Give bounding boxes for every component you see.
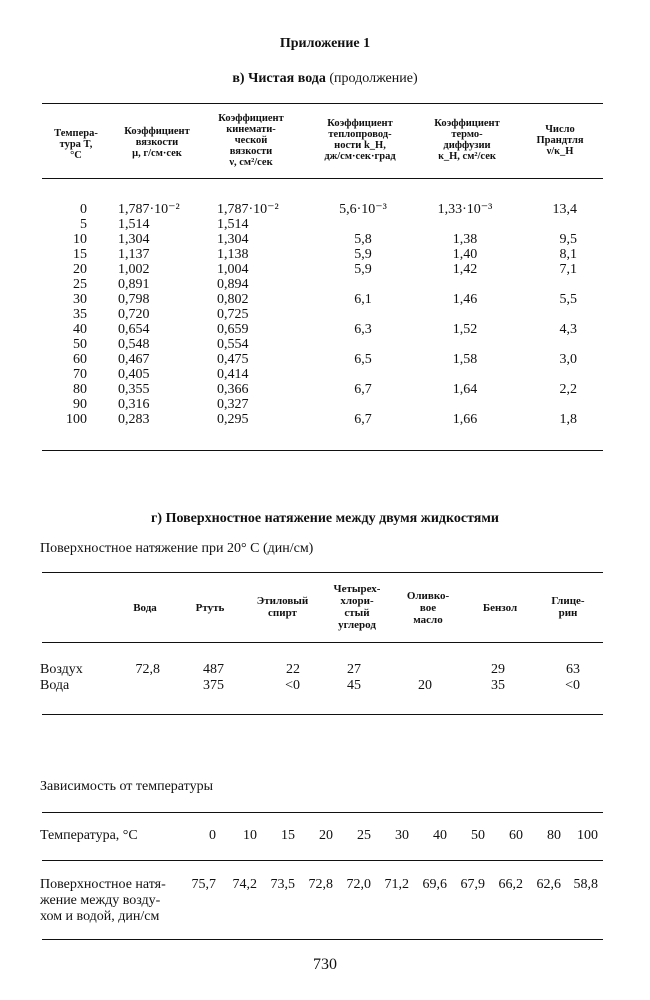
row-air-label: Воздух [40, 662, 83, 677]
header-thermal-diffusivity [418, 118, 516, 162]
section-v-title [0, 71, 650, 87]
cell-conductivity: 6,3 [354, 322, 372, 337]
cell-dyn-viscosity: 1,514 [118, 217, 150, 232]
tension-value: 72,8 [308, 877, 333, 892]
cell-prandtl: 9,5 [559, 232, 577, 247]
table3-top-rule [42, 812, 603, 813]
cell-diffusivity [420, 277, 510, 292]
header-dynamic-viscosity [107, 126, 207, 159]
cell-prandtl [520, 307, 577, 322]
tension-label-line: жение между возду- [40, 893, 161, 908]
temperature-value: 50 [471, 828, 485, 843]
cell-temperature: 50 [73, 337, 87, 352]
cell-water-benzene: 35 [491, 678, 505, 693]
column-thermal-conductivity [318, 202, 408, 427]
header-kin-visc-line: ческой [234, 135, 268, 146]
header-olive-line: масло [413, 614, 443, 626]
row-water-label: Вода [40, 678, 70, 693]
cell-temperature: 80 [73, 382, 87, 397]
cell-dyn-viscosity: 1,137 [118, 247, 150, 262]
cell-diffusivity [420, 337, 510, 352]
temperature-dependence-title: Зависимость от температуры [40, 779, 213, 794]
header-prandtl-line: Прандтля [536, 135, 584, 146]
header-glycerin [538, 595, 598, 619]
cell-conductivity: 5,9 [354, 247, 372, 262]
header-kin-visc-line: вязкости [229, 146, 273, 157]
cell-diffusivity: 1,46 [452, 292, 478, 307]
cell-dyn-viscosity: 1,002 [118, 262, 150, 277]
header-kinematic-viscosity [208, 113, 294, 168]
cell-temperature: 20 [73, 262, 87, 277]
tension-value: 69,6 [422, 877, 447, 892]
cell-water-glycerin: <0 [565, 678, 580, 693]
cell-temperature: 10 [73, 232, 87, 247]
header-temperature-line: Темпера- [54, 128, 98, 139]
header-kin-visc-line: ν, см²/сек [229, 157, 273, 168]
temperature-value: 30 [395, 828, 409, 843]
header-kin-visc-line: кинемати- [226, 124, 276, 135]
cell-conductivity [318, 277, 408, 292]
header-conductivity-line: Коэффициент [327, 118, 393, 129]
tension-row-label [40, 877, 166, 925]
cell-temperature: 15 [73, 247, 87, 262]
cell-dyn-viscosity: 1,304 [118, 232, 150, 247]
column-temperature [40, 202, 87, 427]
column-prandtl [520, 202, 577, 427]
cell-prandtl [520, 217, 577, 232]
cell-kin-viscosity: 0,366 [217, 382, 249, 397]
tension-value: 66,2 [498, 877, 523, 892]
column-dynamic-viscosity [118, 202, 208, 427]
cell-water-ethanol: <0 [285, 678, 300, 693]
header-ethanol-line: спирт [268, 607, 297, 619]
header-ethanol [245, 595, 320, 619]
cell-conductivity: 5,8 [354, 232, 372, 247]
cell-conductivity [318, 397, 408, 412]
cell-conductivity [318, 337, 408, 352]
table2-top-rule [42, 572, 603, 573]
cell-dyn-viscosity: 0,316 [118, 397, 150, 412]
cell-prandtl: 13,4 [552, 202, 577, 217]
header-dyn-visc-line: μ, г/см·сек [132, 148, 182, 159]
tension-label-line: хом и водой, дин/см [40, 909, 160, 924]
table2-header-rule [42, 642, 603, 643]
cell-diffusivity [420, 217, 510, 232]
cell-prandtl [520, 337, 577, 352]
cell-prandtl: 2,2 [559, 382, 577, 397]
cell-prandtl: 3,0 [559, 352, 577, 367]
header-conductivity-line: ности k_H, [334, 140, 386, 151]
page-number: 730 [313, 956, 337, 973]
cell-conductivity: 5,6·10⁻³ [339, 202, 387, 217]
cell-conductivity: 6,5 [354, 352, 372, 367]
cell-dyn-viscosity: 0,548 [118, 337, 150, 352]
section-g-subtitle: Поверхностное натяжение при 20° C (дин/см) [40, 541, 314, 556]
column-kinematic-viscosity [217, 202, 307, 427]
cell-temperature: 100 [66, 412, 87, 427]
table3-bottom-rule [42, 939, 603, 940]
header-prandtl-line: Число [545, 124, 575, 135]
cell-prandtl: 4,3 [559, 322, 577, 337]
cell-kin-viscosity: 0,414 [217, 367, 249, 382]
tension-value: 58,8 [573, 877, 598, 892]
cell-air-ethanol: 22 [286, 662, 300, 677]
cell-diffusivity [420, 307, 510, 322]
temperature-value: 80 [547, 828, 561, 843]
cell-diffusivity: 1,58 [452, 352, 478, 367]
cell-kin-viscosity: 0,327 [217, 397, 249, 412]
cell-temperature: 70 [73, 367, 87, 382]
header-mercury: Ртуть [195, 602, 225, 614]
cell-dyn-viscosity: 0,891 [118, 277, 150, 292]
cell-diffusivity: 1,40 [452, 247, 478, 262]
cell-diffusivity: 1,42 [452, 262, 478, 277]
cell-water-mercury: 375 [203, 678, 224, 693]
cell-diffusivity: 1,33·10⁻³ [437, 202, 493, 217]
cell-prandtl [520, 367, 577, 382]
header-ccl4-line: стый [344, 607, 370, 619]
header-diffusivity-line: диффузии [443, 140, 491, 151]
cell-temperature: 35 [73, 307, 87, 322]
header-thermal-conductivity [300, 118, 420, 162]
header-dyn-visc-line: вязкости [135, 137, 179, 148]
temperature-value: 10 [243, 828, 257, 843]
tension-value: 72,0 [346, 877, 371, 892]
temperature-value: 25 [357, 828, 371, 843]
cell-dyn-viscosity: 0,467 [118, 352, 150, 367]
table1-header-rule [42, 178, 603, 179]
header-conductivity-line: дж/см·сек·град [324, 151, 396, 162]
cell-kin-viscosity: 1,304 [217, 232, 249, 247]
cell-prandtl: 8,1 [559, 247, 577, 262]
header-prandtl [520, 124, 600, 157]
cell-diffusivity: 1,52 [452, 322, 478, 337]
column-thermal-diffusivity [420, 202, 510, 427]
appendix-title: Приложение 1 [279, 36, 371, 51]
header-diffusivity-line: термо- [451, 129, 483, 140]
cell-conductivity [318, 217, 408, 232]
header-temperature [40, 128, 112, 161]
temperature-value: 15 [281, 828, 295, 843]
cell-dyn-viscosity: 1,787·10⁻² [118, 202, 180, 217]
cell-diffusivity: 1,64 [452, 382, 478, 397]
cell-diffusivity: 1,38 [452, 232, 478, 247]
header-conductivity-line: теплопровод- [328, 129, 392, 140]
temperature-value: 20 [319, 828, 333, 843]
cell-conductivity: 6,1 [354, 292, 372, 307]
tension-label-line: Поверхностное натя- [40, 877, 166, 892]
tension-value: 62,6 [536, 877, 561, 892]
cell-conductivity: 6,7 [354, 382, 372, 397]
cell-dyn-viscosity: 0,720 [118, 307, 150, 322]
temperature-value: 40 [433, 828, 447, 843]
cell-prandtl [520, 397, 577, 412]
cell-kin-viscosity: 0,295 [217, 412, 249, 427]
cell-temperature: 40 [73, 322, 87, 337]
header-glycerin-line: Глице- [551, 595, 585, 607]
tension-value: 67,9 [460, 877, 485, 892]
header-water: Вода [133, 602, 157, 614]
cell-kin-viscosity: 0,475 [217, 352, 249, 367]
cell-dyn-viscosity: 0,798 [118, 292, 150, 307]
cell-dyn-viscosity: 0,654 [118, 322, 150, 337]
cell-temperature: 90 [73, 397, 87, 412]
cell-kin-viscosity: 0,725 [217, 307, 249, 322]
cell-diffusivity: 1,66 [452, 412, 478, 427]
section-g-title: г) Поверхностное натяжение между двумя жидкостями [151, 511, 499, 526]
cell-conductivity: 6,7 [354, 412, 372, 427]
cell-air-ccl4: 27 [347, 662, 361, 677]
temperature-row-label: Температура, °C [40, 828, 138, 843]
cell-temperature: 25 [73, 277, 87, 292]
header-diffusivity-line: κ_H, см²/сек [438, 151, 496, 162]
table1-bottom-rule [42, 450, 603, 451]
cell-temperature: 5 [80, 217, 87, 232]
cell-air-mercury: 487 [203, 662, 224, 677]
header-glycerin-line: рин [558, 607, 578, 619]
header-kin-visc-line: Коэффициент [218, 113, 284, 124]
header-ccl4 [322, 583, 392, 631]
cell-kin-viscosity: 0,554 [217, 337, 249, 352]
temperature-value: 100 [577, 828, 598, 843]
cell-kin-viscosity: 0,894 [217, 277, 249, 292]
cell-water-ccl4: 45 [347, 678, 361, 693]
header-olive-line: Оливко- [406, 590, 450, 602]
header-prandtl-line: ν/κ_H [546, 146, 574, 157]
temperature-value: 0 [209, 828, 216, 843]
cell-temperature: 0 [80, 202, 87, 217]
cell-temperature: 60 [73, 352, 87, 367]
header-ethanol-line: Этиловый [256, 595, 309, 607]
table3-middle-rule [42, 860, 603, 861]
header-dyn-visc-line: Коэффициент [124, 126, 190, 137]
cell-air-glycerin: 63 [566, 662, 580, 677]
tension-value: 71,2 [384, 877, 409, 892]
cell-prandtl: 7,1 [559, 262, 577, 277]
header-temperature-line: тура T, [59, 139, 93, 150]
header-benzene: Бензол [482, 602, 518, 614]
cell-water-olive: 20 [418, 678, 432, 693]
table2-bottom-rule [42, 714, 603, 715]
cell-kin-viscosity: 1,138 [217, 247, 249, 262]
cell-temperature: 30 [73, 292, 87, 307]
cell-dyn-viscosity: 0,283 [118, 412, 150, 427]
cell-kin-viscosity: 0,659 [217, 322, 249, 337]
temperature-value: 60 [509, 828, 523, 843]
cell-conductivity [318, 367, 408, 382]
header-olive-oil [393, 590, 463, 626]
tension-value: 75,7 [191, 877, 216, 892]
cell-dyn-viscosity: 0,405 [118, 367, 150, 382]
header-ccl4-line: хлори- [340, 595, 374, 607]
tension-value: 73,5 [270, 877, 295, 892]
cell-prandtl: 5,5 [559, 292, 577, 307]
cell-kin-viscosity: 1,514 [217, 217, 249, 232]
section-v-title-rest: (продолжение) [325, 71, 418, 86]
table1-top-rule [42, 103, 603, 104]
cell-conductivity [318, 307, 408, 322]
header-diffusivity-line: Коэффициент [434, 118, 500, 129]
cell-prandtl [520, 277, 577, 292]
cell-diffusivity [420, 397, 510, 412]
header-temperature-line: °C [70, 150, 82, 161]
cell-dyn-viscosity: 0,355 [118, 382, 150, 397]
cell-kin-viscosity: 1,004 [217, 262, 249, 277]
cell-kin-viscosity: 0,802 [217, 292, 249, 307]
header-olive-line: вое [419, 602, 437, 614]
tension-value: 74,2 [232, 877, 257, 892]
header-ccl4-line: Четырех- [333, 583, 381, 595]
cell-kin-viscosity: 1,787·10⁻² [217, 202, 279, 217]
header-ccl4-line: углерод [338, 619, 376, 631]
cell-air-water: 72,8 [135, 662, 160, 677]
cell-conductivity: 5,9 [354, 262, 372, 277]
cell-diffusivity [420, 367, 510, 382]
cell-prandtl: 1,8 [559, 412, 577, 427]
cell-air-benzene: 29 [491, 662, 505, 677]
section-v-title-bold: в) Чистая вода [232, 71, 326, 86]
